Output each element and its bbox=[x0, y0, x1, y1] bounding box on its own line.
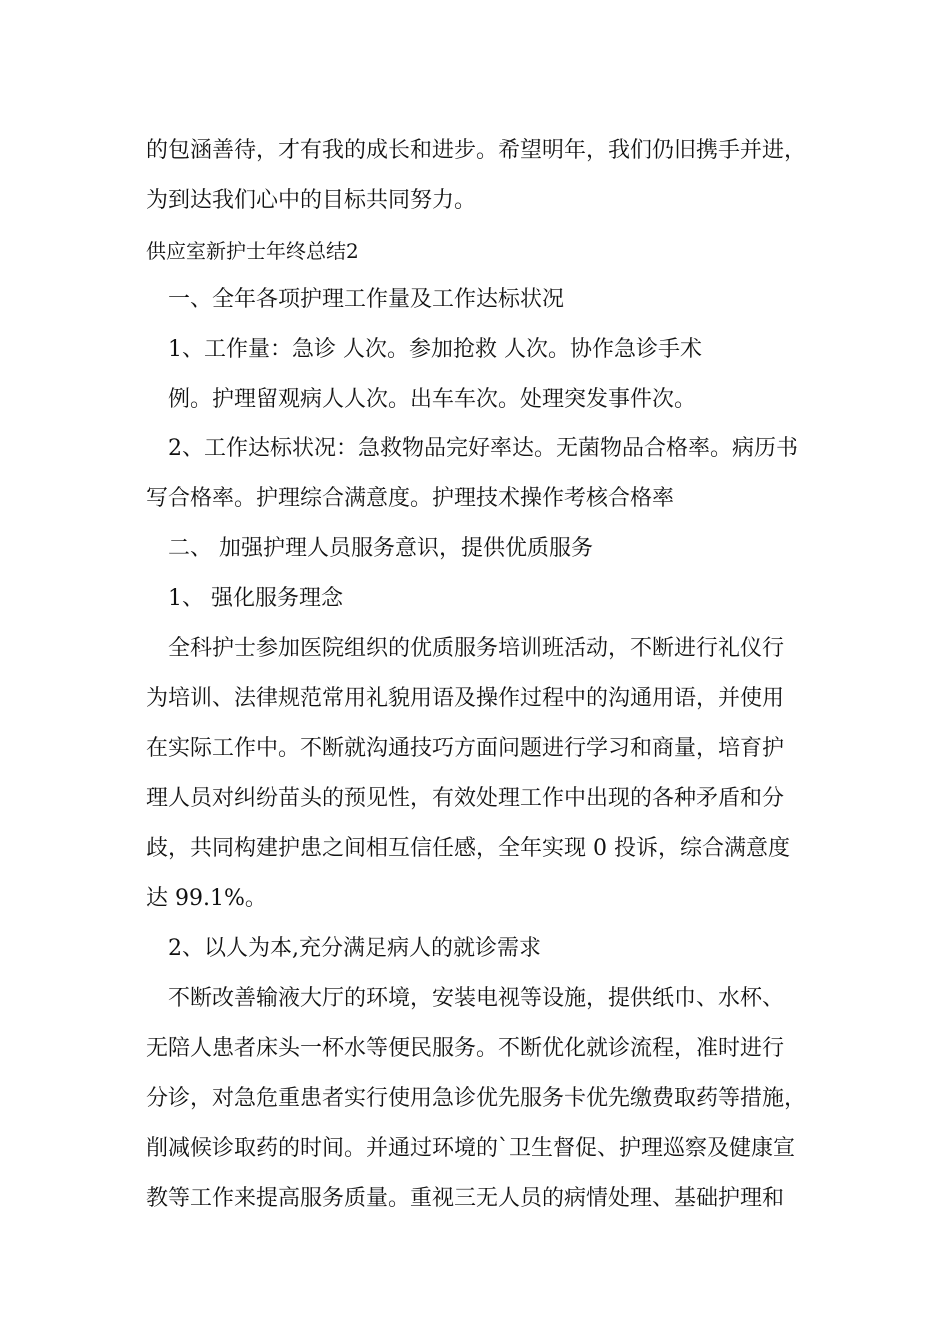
text-line: 为培训、法律规范常用礼貌用语及操作过程中的沟通用语，并使用 bbox=[146, 686, 785, 711]
text-line: 的包涵善待，才有我的成长和进步。希望明年，我们仍旧携手并进， bbox=[146, 138, 807, 163]
text-line: 无陪人患者床头一杯水等便民服务。不断优化就诊流程，准时进行 bbox=[146, 1036, 785, 1061]
text-line: 达 99.1%。 bbox=[146, 886, 267, 911]
section-title: 供应室新护士年终总结2 bbox=[146, 239, 359, 263]
text-line: 例。护理留观病人人次。出车车次。处理突发事件次。 bbox=[146, 387, 697, 412]
text-line: 削减候诊取药的时间。并通过环境的`卫生督促、护理巡察及健康宣 bbox=[146, 1136, 796, 1161]
subsection-heading: 1、 强化服务理念 bbox=[146, 586, 343, 611]
section-heading: 二、 加强护理人员服务意识，提供优质服务 bbox=[146, 536, 593, 561]
text-line: 全科护士参加医院组织的优质服务培训班活动，不断进行礼仪行 bbox=[146, 636, 785, 661]
text-line: 歧，共同构建护患之间相互信任感，全年实现 0 投诉，综合满意度 bbox=[146, 836, 790, 861]
subsection-heading: 2、以人为本,充分满足病人的就诊需求 bbox=[146, 936, 541, 961]
text-line: 2、工作达标状况：急救物品完好率达。无菌物品合格率。病历书 bbox=[146, 436, 798, 461]
text-line: 分诊，对急危重患者实行使用急诊优先服务卡优先缴费取药等措施， bbox=[146, 1086, 807, 1111]
text-line: 写合格率。护理综合满意度。护理技术操作考核合格率 bbox=[146, 486, 675, 511]
text-line: 为到达我们心中的目标共同努力。 bbox=[146, 188, 477, 213]
text-line: 1、工作量：急诊 人次。参加抢救 人次。协作急诊手术 bbox=[146, 337, 702, 362]
text-line: 理人员对纠纷苗头的预见性，有效处理工作中出现的各种矛盾和分 bbox=[146, 786, 785, 811]
text-line: 在实际工作中。不断就沟通技巧方面问题进行学习和商量，培育护 bbox=[146, 736, 785, 761]
text-line: 不断改善输液大厅的环境，安装电视等设施，提供纸巾、水杯、 bbox=[146, 986, 785, 1011]
text-line: 教等工作来提高服务质量。重视三无人员的病情处理、基础护理和 bbox=[146, 1186, 785, 1211]
section-heading: 一、全年各项护理工作量及工作达标状况 bbox=[146, 287, 565, 312]
